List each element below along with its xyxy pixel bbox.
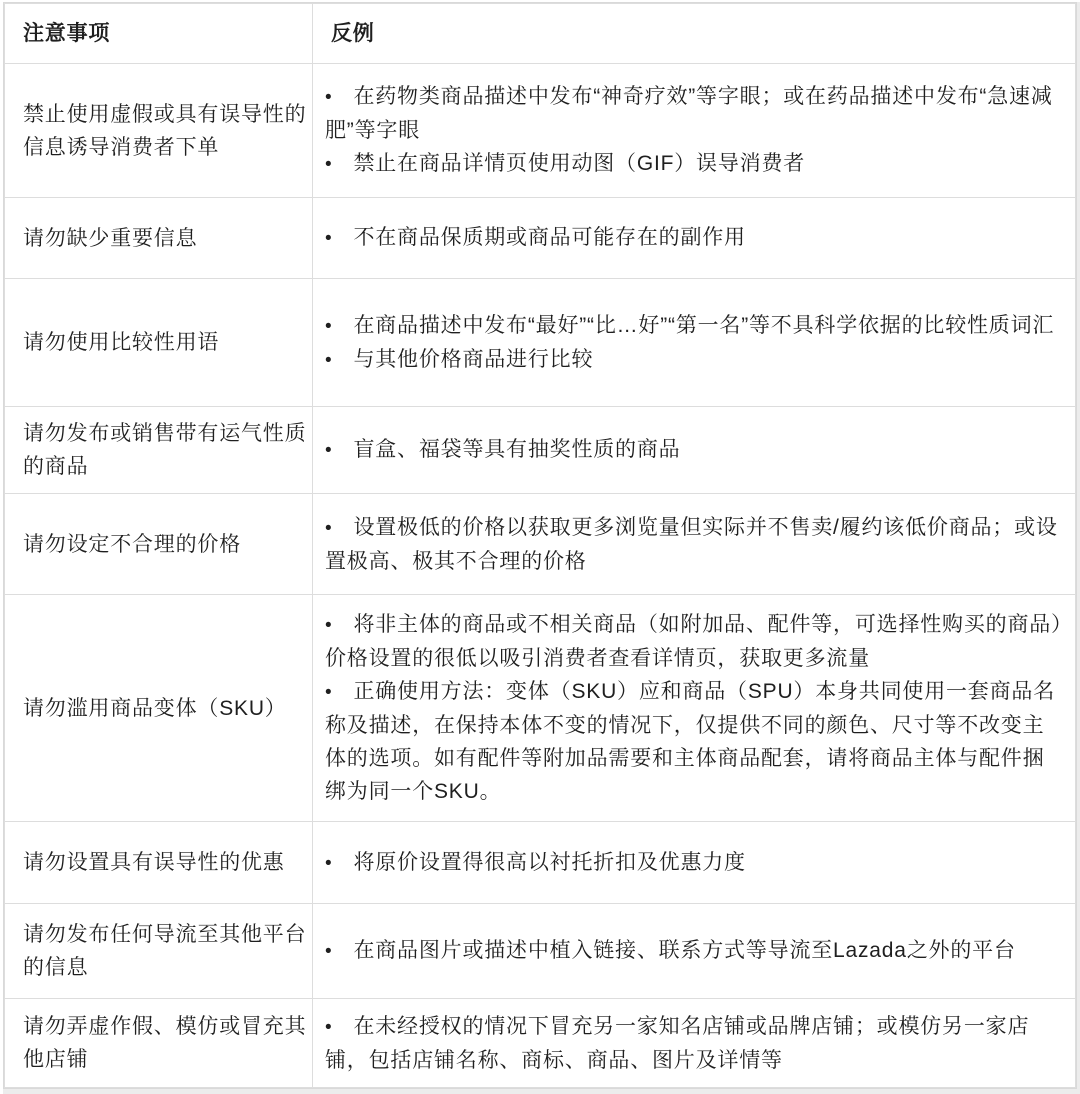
bullet-item [325, 309, 1065, 343]
table-row [5, 198, 1076, 279]
table-row [5, 64, 1076, 198]
bullet-item [325, 675, 1065, 808]
bullet-icon: • [325, 154, 333, 175]
header-row [5, 4, 1076, 64]
note-cell: 请勿滥用商品变体（SKU） [5, 595, 313, 822]
bullet-item [325, 934, 1065, 968]
bullet-item [325, 511, 1065, 578]
bullet-text: 将原价设置得很高以衬托折扣及优惠力度 [353, 850, 746, 874]
table-row [5, 999, 1076, 1088]
note-cell: 请勿使用比较性用语 [5, 279, 313, 407]
bullet-item [325, 846, 1065, 880]
bullet-text: 在商品描述中发布“最好”“比…好”“第一名”等不具科学依据的比较性质词汇 [353, 313, 1055, 337]
note-cell: 请勿设置具有误导性的优惠 [5, 822, 313, 904]
examples-cell [313, 279, 1076, 407]
examples-cell [313, 198, 1076, 279]
bullet-text: 在商品图片或描述中植入链接、联系方式等导流至Lazada之外的平台 [353, 939, 1016, 962]
bullet-text: 在药物类商品描述中发布“神奇疗效”等字眼；或在药品描述中发布“急速减肥”等字眼 [325, 85, 1053, 142]
rules-table [4, 3, 1076, 1088]
bullet-item [325, 343, 1065, 377]
table-row [5, 494, 1076, 595]
examples-cell [313, 999, 1076, 1088]
note-cell: 请勿发布任何导流至其他平台的信息 [5, 904, 313, 999]
bullet-icon: • [325, 315, 333, 337]
bullet-icon: • [325, 517, 333, 539]
bullet-text: 正确使用方法：变体（SKU）应和商品（SPU）本身共同使用一套商品名称及描述，在保持本体不变的情况下，仅提供不同的颜色、尺寸等不改变主体的选项。如有配件等附加品需要和主体商品配套，请将商品主体与配件捆绑为同一个SKU。 [325, 680, 1056, 803]
bullet-item [325, 1010, 1065, 1077]
bullet-item [325, 433, 1065, 467]
bullet-text: 在未经授权的情况下冒充另一家知名店铺或品牌店铺；或模仿另一家店铺，包括店铺名称、商标、商品、图片及详情等 [325, 1014, 1030, 1072]
bullet-item [325, 80, 1065, 147]
bullet-icon: • [325, 440, 333, 461]
bullet-icon: • [325, 852, 333, 874]
table-row [5, 407, 1076, 494]
bullet-text: 将非主体的商品或不相关商品（如附加品、配件等，可选择性购买的商品）价格设置的很低以吸引消费者查看详情页，获取更多流量 [325, 613, 1063, 670]
bullet-text: 设置极低的价格以获取更多浏览量但实际并不售卖/履约该低价商品；或设置极高、极其不合理的价格 [325, 515, 1058, 573]
examples-cell [313, 407, 1076, 494]
note-cell: 请勿发布或销售带有运气性质的商品 [5, 407, 313, 494]
bullet-text: 不在商品保质期或商品可能存在的副作用 [353, 226, 746, 249]
examples-cell [313, 494, 1076, 595]
bullet-item [325, 147, 1065, 181]
bullet-text: 盲盒、福袋等具有抽奖性质的商品 [353, 438, 681, 461]
bullet-icon: • [325, 941, 333, 962]
note-cell: 请勿设定不合理的价格 [5, 494, 313, 595]
table-row [5, 595, 1076, 822]
bullet-item [325, 221, 1065, 255]
bullet-icon: • [325, 615, 333, 636]
table-row [5, 822, 1076, 904]
bullet-icon: • [325, 349, 333, 371]
bullet-icon: • [325, 87, 333, 108]
bullet-icon: • [325, 1016, 333, 1038]
note-cell: 请勿弄虚作假、模仿或冒充其他店铺 [5, 999, 313, 1088]
column-header-notes: 注意事项 [5, 4, 313, 64]
table-row [5, 904, 1076, 999]
note-cell: 禁止使用虚假或具有误导性的信息诱导消费者下单 [5, 64, 313, 198]
examples-cell [313, 595, 1076, 822]
note-cell: 请勿缺少重要信息 [5, 198, 313, 279]
table-row [5, 279, 1076, 407]
bullet-icon: • [325, 228, 333, 249]
bullet-item [325, 608, 1065, 675]
examples-cell [313, 64, 1076, 198]
column-header-examples: 反例 [313, 4, 1076, 64]
bullet-icon: • [325, 682, 333, 703]
examples-cell [313, 822, 1076, 904]
bullet-text: 与其他价格商品进行比较 [353, 347, 594, 371]
rules-card [3, 2, 1077, 1089]
examples-cell [313, 904, 1076, 999]
bullet-text: 禁止在商品详情页使用动图（GIF）误导消费者 [353, 152, 806, 175]
